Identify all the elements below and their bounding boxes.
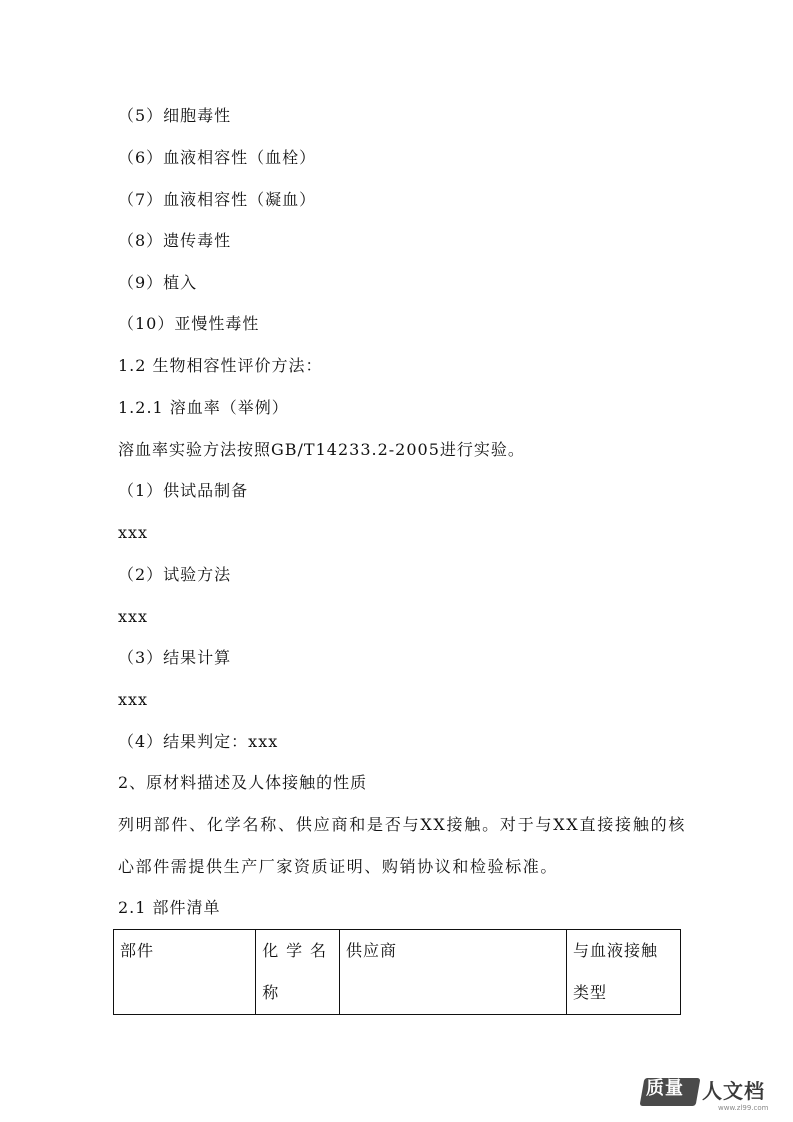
section-heading-2: 2、原材料描述及人体接触的性质 [118,773,368,792]
watermark-text: 人文档 [702,1079,765,1103]
step-title-result-calc: （3）结果计算 [118,648,232,667]
table-header-chemical-name [256,930,340,1015]
step-body-sample-prep: xxx [118,523,149,542]
list-item-cytotoxicity: （5）细胞毒性 [118,106,232,125]
table-header-blood-contact-type: 与血液接触类型 [566,930,680,1015]
watermark-url: www.zl99.com [718,1104,769,1112]
table-header-chemical-name-text: 化学名称 [262,941,333,1002]
list-item-subchronic-toxicity: （10）亚慢性毒性 [118,314,260,333]
list-item-hemocompatibility-coagulation: （7）血液相容性（凝血） [118,190,317,209]
step-body-result-calc: xxx [118,690,149,709]
watermark-badge-text: 质量 [646,1078,684,1099]
step-body-test-method: xxx [118,607,149,626]
section-heading-2-1: 2.1 部件清单 [118,898,221,917]
hemolysis-method-text: 溶血率实验方法按照GB/T14233.2-2005进行实验。 [118,440,525,459]
section-heading-1-2-1: 1.2.1 溶血率（举例） [118,398,289,417]
table-header-part: 部件 [114,930,256,1015]
step-result-judgement: （4）结果判定：xxx [118,732,279,751]
list-item-hemocompatibility-thrombus: （6）血液相容性（血栓） [118,148,317,167]
step-title-test-method: （2）试验方法 [118,565,232,584]
step-title-sample-prep: （1）供试品制备 [118,481,249,500]
section-heading-1-2: 1.2 生物相容性评价方法： [118,356,323,375]
table-header-supplier: 供应商 [339,930,566,1015]
list-item-genotoxicity: （8）遗传毒性 [118,231,232,250]
list-item-implantation: （9）植入 [118,273,198,292]
section-2-description: 列明部件、化学名称、供应商和是否与XX接触。对于与XX直接接触的核心部件需提供生产厂家资质证明、购销协议和检验标准。 [118,815,686,876]
table-header-row [114,930,681,1015]
watermark-logo [642,1074,782,1114]
parts-list-table [113,929,681,1015]
